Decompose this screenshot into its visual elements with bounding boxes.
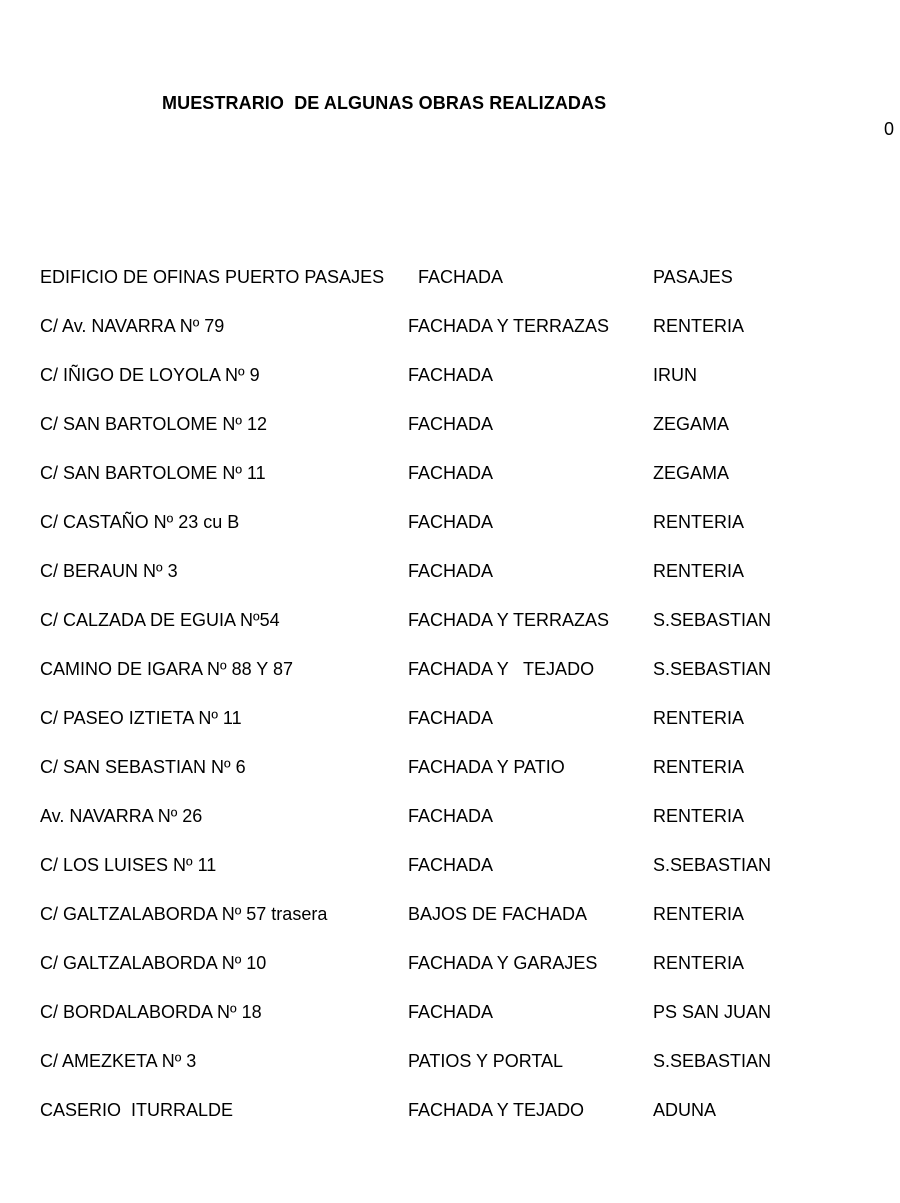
works-row (0, 755, 900, 779)
works-town: PASAJES (653, 267, 733, 287)
works-description: FACHADA (418, 267, 504, 287)
works-description: FACHADA Y PATIO (408, 757, 565, 777)
works-row (0, 902, 900, 926)
works-row (0, 853, 900, 877)
works-town: ZEGAMA (653, 463, 730, 483)
works-address: C/ CALZADA DE EGUIA Nº54 (40, 610, 280, 630)
works-address: Av. NAVARRA Nº 26 (40, 806, 203, 826)
works-row (0, 461, 900, 485)
works-description: FACHADA (408, 708, 494, 728)
works-row (0, 706, 900, 730)
works-town: RENTERIA (653, 953, 745, 973)
works-description: FACHADA Y TEJADO (408, 1100, 585, 1120)
page-number: 0 (884, 119, 895, 139)
works-row (0, 951, 900, 975)
works-description: BAJOS DE FACHADA (408, 904, 588, 924)
works-address: C/ BORDALABORDA Nº 18 (40, 1002, 262, 1022)
works-row (0, 1000, 900, 1024)
works-town: ADUNA (653, 1100, 717, 1120)
works-town: RENTERIA (653, 757, 745, 777)
works-row (0, 510, 900, 534)
works-description: FACHADA (408, 855, 494, 875)
works-address: C/ SAN BARTOLOME Nº 12 (40, 414, 267, 434)
works-row (0, 363, 900, 387)
works-row (0, 412, 900, 436)
works-description: FACHADA Y GARAJES (408, 953, 598, 973)
works-town: RENTERIA (653, 316, 745, 336)
works-description: FACHADA (408, 561, 494, 581)
works-address: CAMINO DE IGARA Nº 88 Y 87 (40, 659, 294, 679)
works-address: C/ SAN BARTOLOME Nº 11 (40, 463, 266, 483)
works-description: FACHADA (408, 1002, 494, 1022)
works-town: S.SEBASTIAN (653, 1051, 772, 1071)
works-address: C/ AMEZKETA Nº 3 (40, 1051, 197, 1071)
works-town: RENTERIA (653, 806, 745, 826)
works-description: FACHADA (408, 365, 494, 385)
works-row (0, 1049, 900, 1073)
works-address: CASERIO ITURRALDE (40, 1100, 234, 1120)
works-address: C/ SAN SEBASTIAN Nº 6 (40, 757, 246, 777)
works-row (0, 804, 900, 828)
works-row (0, 1098, 900, 1122)
works-row (0, 265, 900, 289)
works-town: S.SEBASTIAN (653, 659, 772, 679)
works-address: C/ PASEO IZTIETA Nº 11 (40, 708, 242, 728)
works-description: PATIOS Y PORTAL (408, 1051, 564, 1071)
works-description: FACHADA Y TERRAZAS (408, 316, 610, 336)
works-row (0, 559, 900, 583)
works-address: EDIFICIO DE OFINAS PUERTO PASAJES (40, 267, 385, 287)
works-address: C/ IÑIGO DE LOYOLA Nº 9 (40, 365, 260, 385)
works-town: S.SEBASTIAN (653, 855, 772, 875)
works-address: C/ LOS LUISES Nº 11 (40, 855, 217, 875)
works-town: RENTERIA (653, 904, 745, 924)
works-address: C/ GALTZALABORDA Nº 10 (40, 953, 267, 973)
works-address: C/ Av. NAVARRA Nº 79 (40, 316, 225, 336)
works-town: S.SEBASTIAN (653, 610, 772, 630)
works-town: RENTERIA (653, 708, 745, 728)
works-description: FACHADA (408, 806, 494, 826)
works-town: RENTERIA (653, 512, 745, 532)
works-description: FACHADA Y TEJADO (408, 659, 595, 679)
works-town: PS SAN JUAN (653, 1002, 772, 1022)
works-town: IRUN (653, 365, 697, 385)
works-description: FACHADA (408, 463, 494, 483)
works-row (0, 657, 900, 681)
works-address: C/ BERAUN Nº 3 (40, 561, 178, 581)
works-address: C/ CASTAÑO Nº 23 cu B (40, 512, 240, 532)
page-title: MUESTRARIO DE ALGUNAS OBRAS REALIZADAS (162, 93, 607, 113)
works-description: FACHADA (408, 414, 494, 434)
works-row (0, 314, 900, 338)
works-description: FACHADA Y TERRAZAS (408, 610, 610, 630)
works-address: C/ GALTZALABORDA Nº 57 trasera (40, 904, 328, 924)
works-row (0, 608, 900, 632)
works-town: ZEGAMA (653, 414, 730, 434)
works-town: RENTERIA (653, 561, 745, 581)
works-description: FACHADA (408, 512, 494, 532)
